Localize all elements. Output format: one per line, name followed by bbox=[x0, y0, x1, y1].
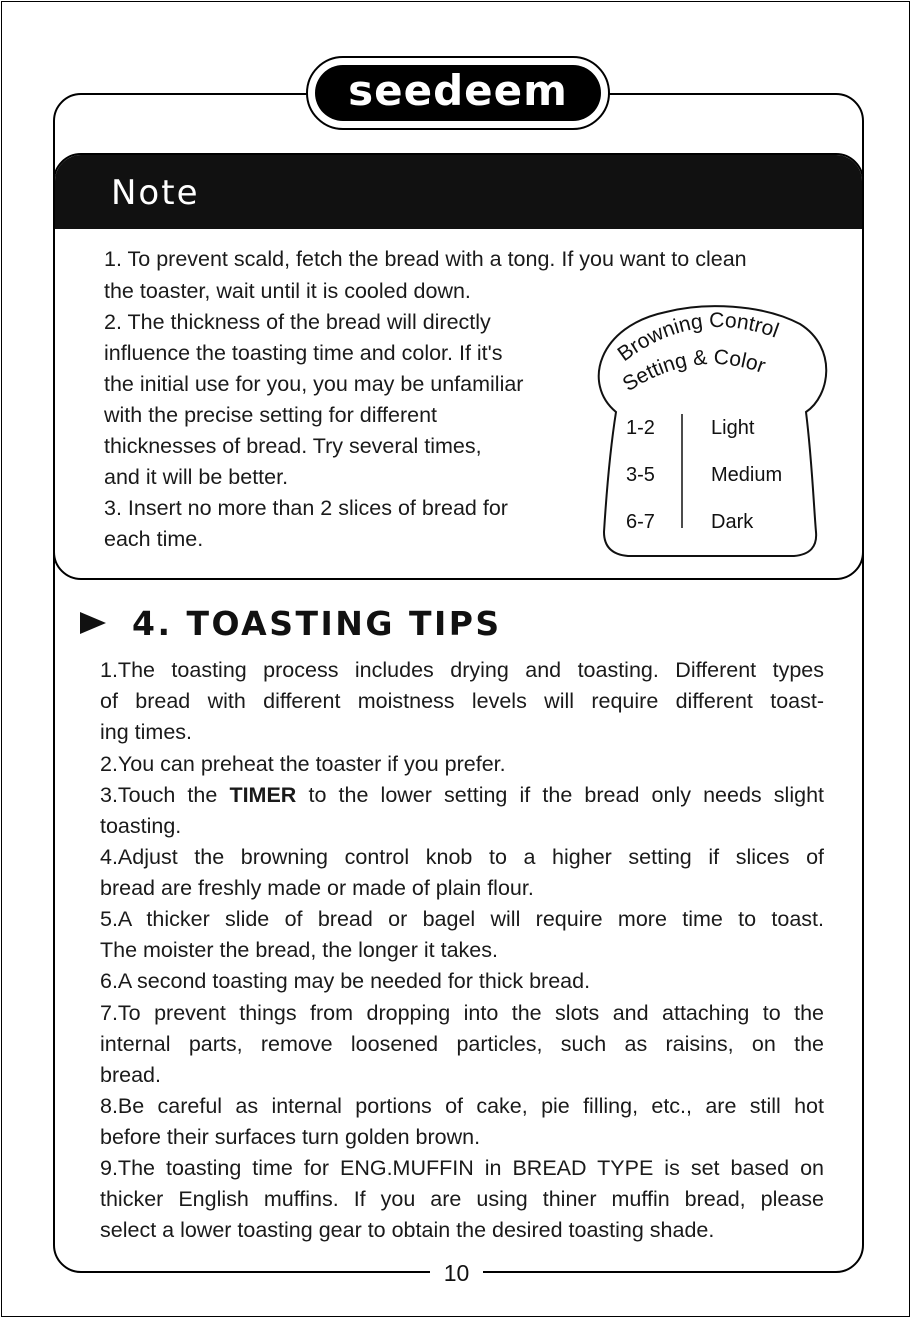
note-line: influence the toasting time and color. If it's bbox=[104, 341, 503, 365]
note-header bbox=[55, 155, 862, 229]
tip-line: The moister the bread, the longer it takes. bbox=[100, 938, 498, 962]
tip-text: 3.Touch the bbox=[100, 783, 230, 807]
page-number: 10 bbox=[430, 1259, 484, 1287]
tip-line: 4.Adjust the browning control knob to a higher setting if slices of bbox=[100, 845, 824, 869]
section-heading-text: 4. TOASTING TIPS bbox=[132, 604, 502, 643]
brand-name: seedeem bbox=[348, 66, 568, 115]
note-line: each time. bbox=[104, 527, 204, 551]
browning-range: 6-7 bbox=[626, 511, 655, 533]
note-line: 1. To prevent scald, fetch the bread with a tong. If you want to clean bbox=[104, 247, 747, 271]
note-line: with the precise setting for different bbox=[104, 403, 438, 427]
browning-color: Medium bbox=[711, 464, 783, 486]
tip-line bbox=[100, 780, 824, 811]
section-heading bbox=[80, 604, 502, 643]
timer-keyword: TIMER bbox=[229, 783, 297, 807]
tip-line: 1.The toasting process includes drying and toasting. Different types bbox=[100, 658, 824, 682]
tip-line: ing times. bbox=[100, 720, 193, 744]
note-line: the toaster, wait until it is cooled down. bbox=[104, 279, 471, 303]
tip-text: to the lower setting if the bread only needs slight bbox=[296, 783, 824, 807]
tip-line: 2.You can preheat the toaster if you prefer. bbox=[100, 752, 506, 776]
tip-line: bread are freshly made or made of plain flour. bbox=[100, 876, 534, 900]
browning-title-line2: Setting & Color bbox=[618, 345, 769, 397]
brand-logo bbox=[306, 56, 610, 130]
browning-color: Dark bbox=[711, 511, 754, 533]
browning-range: 1-2 bbox=[626, 417, 655, 439]
browning-color: Light bbox=[711, 417, 755, 439]
tip-line: internal parts, remove loosened particles, such as raisins, on the bbox=[100, 1032, 824, 1056]
tip-line: 6.A second toasting may be needed for thick bread. bbox=[100, 969, 591, 993]
tip-line: 8.Be careful as internal portions of cake, pie filling, etc., are still hot bbox=[100, 1094, 824, 1118]
browning-title-line1: Browning Control bbox=[613, 308, 782, 366]
tip-line: before their surfaces turn golden brown. bbox=[100, 1125, 481, 1149]
browning-control-chart bbox=[594, 300, 830, 564]
tip-line: select a lower toasting gear to obtain the desired toasting shade. bbox=[100, 1218, 715, 1242]
tip-line: 7.To prevent things from dropping into the slots and attaching to the bbox=[100, 1001, 824, 1025]
page-footer bbox=[0, 1259, 913, 1287]
note-line: thicknesses of bread. Try several times, bbox=[104, 434, 482, 458]
tip-line: bread. bbox=[100, 1063, 161, 1087]
note-line: 3. Insert no more than 2 slices of bread for bbox=[104, 496, 508, 520]
tip-line: thicker English muffins. If you are using thiner muffin bread, please bbox=[100, 1187, 824, 1211]
tip-line: toasting. bbox=[100, 814, 182, 838]
tip-line: 5.A thicker slide of bread or bagel will require more time to toast. bbox=[100, 907, 824, 931]
arrow-right-icon bbox=[80, 612, 106, 634]
browning-range: 3-5 bbox=[626, 464, 655, 486]
tip-line: 9.The toasting time for ENG.MUFFIN in BREAD TYPE is set based on bbox=[100, 1156, 824, 1180]
note-title: Note bbox=[111, 173, 200, 213]
tip-line: of bread with different moistness levels will require different toast- bbox=[100, 689, 824, 713]
note-line: and it will be better. bbox=[104, 465, 289, 489]
note-line: 2. The thickness of the bread will directly bbox=[104, 310, 491, 334]
note-line: the initial use for you, you may be unfamiliar bbox=[104, 372, 524, 396]
